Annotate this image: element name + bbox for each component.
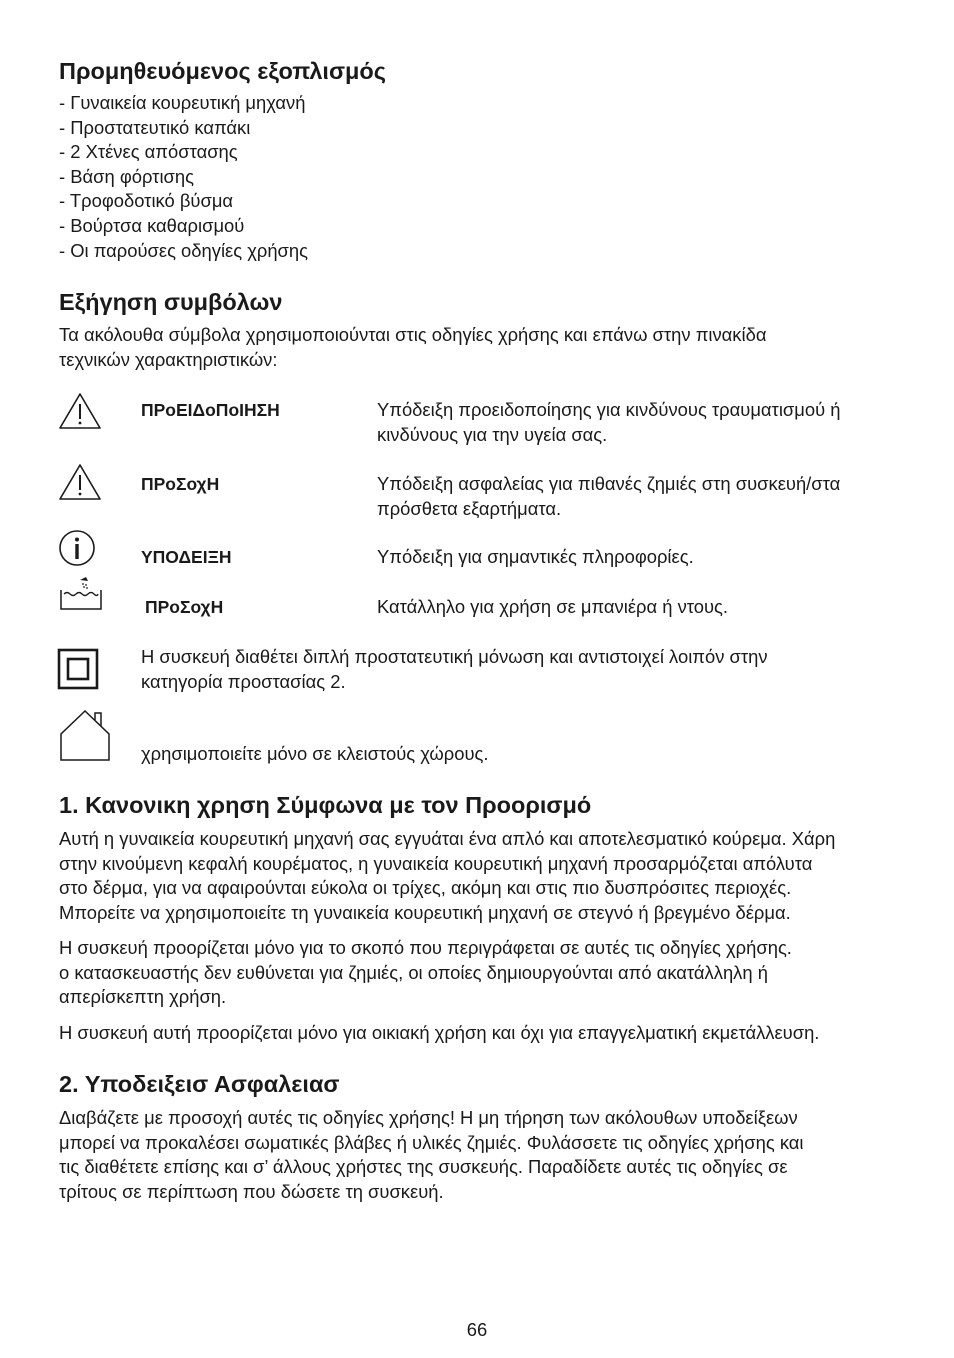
indoor-description: χρησιμοποιείτε μόνο σε κλειστούς χώρους. xyxy=(141,743,489,764)
info-label: ΥΠΟΔΕΙΞΗ xyxy=(141,547,232,567)
list-item: - Βάση φόρτισης xyxy=(59,165,194,187)
warning-label: ΠΡοΕΙΔοΠοΙΗΣΗ xyxy=(141,400,280,420)
symbols-intro xyxy=(59,323,766,372)
list-item: - Βούρτσα καθαρισμού xyxy=(59,214,245,236)
page-number: 66 xyxy=(466,1319,488,1340)
equipment-heading: Προμηθευόμενος εξοπλισμός xyxy=(59,58,386,84)
bath-shower-icon xyxy=(58,576,104,612)
bath-description: Κατάλληλο για χρήση σε μπανιέρα ή ντους. xyxy=(377,596,729,617)
section2-paragraph-1: Διαβάζετε με προσοχή αυτές τις οδηγίες χρήσης! Η μη τήρηση των ακόλουθων υποδείξεων μπορεί να προκαλέσει σωματικές βλάβες ή υλικές ζημιές. Φυλάσσετε τις οδηγίες χρήσης και τις διαθέτετε επίσης και σ’ άλλους χρήστες της συσκευής. Παραδίδετε αυτές τις οδηγίες σε τρίτους σε περίπτωση που δώσετε τη συσκευή. xyxy=(59,1107,804,1202)
list-item: - Προστατευτικό καπάκι xyxy=(59,116,251,138)
list-item: - 2 Χτένες απόστασης xyxy=(59,141,238,163)
intro-line: τεχνικών χαρακτηριστικών: xyxy=(59,348,278,370)
section1-paragraph-1: Αυτή η γυναικεία κουρευτική μηχανή σας εγγυάται ένα απλό και αποτελεσματικό κούρεμα. Χάρη στην κινούμενη κεφαλή κουρέματος, η γυναικεία κουρευτική μηχανή προσαρμόζεται απόλυτα στο δέρμα, για να αφαιρούνται εύκολα οι τρίχες, ακόμη και στις πιο δυσπρόσιτες περιοχές. Μπορείτε να χρησιμοποιείτε τη γυναικεία κουρευτική μηχανή σε στεγνό ή βρεγμένο δέρμα. xyxy=(59,828,836,923)
symbols-heading: Εξήγηση συμβόλων xyxy=(59,289,283,315)
double-insulation-icon xyxy=(57,648,99,690)
section1-paragraph-2: Η συσκευή προορίζεται μόνο για το σκοπό που περιγράφεται σε αυτές τις οδηγίες χρήσης. ο κατασκευαστής δεν ευθύνεται για ζημιές, οι οποίες δημιουργούνται από ακατάλληλη ή απερίσκεπτη χρήση. xyxy=(59,937,792,1007)
info-circle-icon xyxy=(58,529,96,567)
info-description: Υπόδειξη για σημαντικές πληροφορίες. xyxy=(377,546,694,567)
intro-line: Τα ακόλουθα σύμβολα χρησιμοποιούνται στις οδηγίες χρήσης και επάνω στην πινακίδα xyxy=(59,324,767,345)
list-item: - Οι παρούσες οδηγίες χρήσης xyxy=(59,239,308,261)
warning-description: Υπόδειξη προειδοποίησης για κινδύνους τραυματισμού ή κινδύνους για την υγεία σας. xyxy=(377,399,841,445)
list-item: - Γυναικεία κουρευτική μηχανή xyxy=(59,92,306,113)
warning-triangle-icon xyxy=(58,392,102,430)
insulation-description: Η συσκευή διαθέτει διπλή προστατευτική μόνωση και αντιστοιχεί λοιπόν στην κατηγορία προστασίας 2. xyxy=(141,646,768,692)
equipment-list xyxy=(59,91,308,263)
bath-label: ΠΡοΣοχΗ xyxy=(145,597,224,617)
list-item: - Τροφοδοτικό βύσμα xyxy=(59,190,234,212)
section2-heading: 2. Υποδειξεισ Ασφαλειασ xyxy=(59,1071,340,1097)
house-indoor-icon xyxy=(59,708,111,762)
section1-heading: 1. Κανονικη χρηση Σύμφωνα με τον Προορισμό xyxy=(59,792,592,818)
caution-triangle-icon xyxy=(58,463,102,501)
section1-paragraph-3: Η συσκευή αυτή προορίζεται μόνο για οικιακή χρήση και όχι για επαγγελματική εκμετάλλευση. xyxy=(59,1022,820,1043)
caution-description: Υπόδειξη ασφαλείας για πιθανές ζημιές στη συσκευή/στα πρόσθετα εξαρτήματα. xyxy=(377,473,841,519)
caution-label: ΠΡοΣοχΗ xyxy=(141,474,220,494)
